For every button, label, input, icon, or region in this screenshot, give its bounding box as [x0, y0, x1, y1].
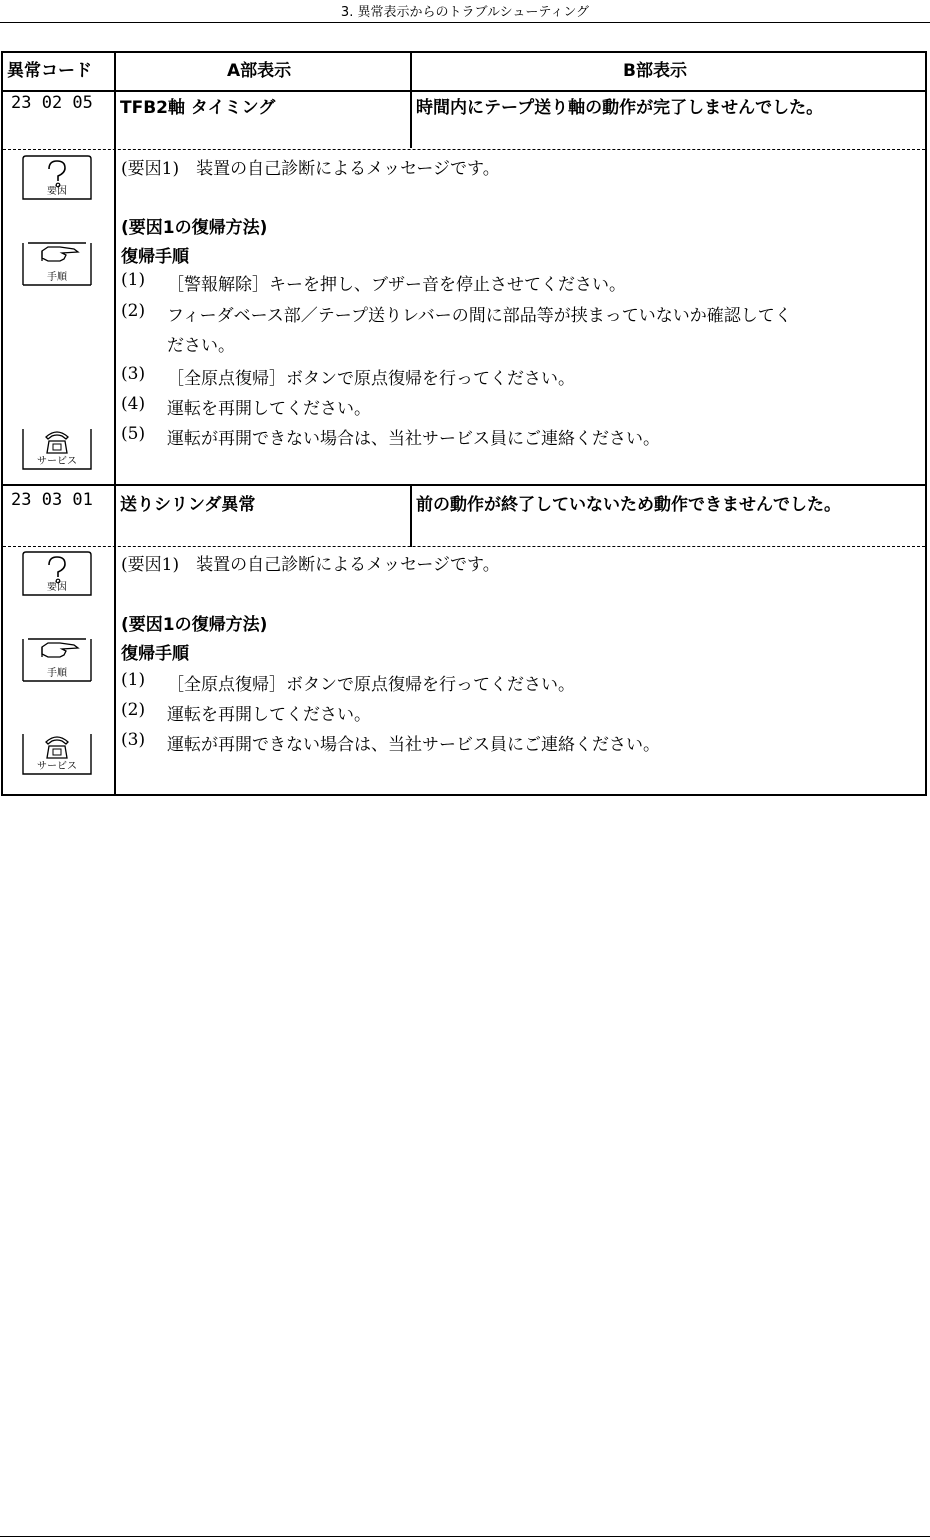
entry1-procedure-title: 復帰手順: [121, 247, 189, 267]
column-divider-ab-header: [410, 53, 412, 90]
entry2-procedure-title: 復帰手順: [121, 644, 189, 664]
entry1-step2-text-cont: ださい。: [167, 336, 235, 356]
entry1-step5-number: (5): [121, 424, 146, 444]
entry1-step5-text: 運転が再開できない場合は、当社サービス員にご連絡ください。: [167, 429, 660, 449]
entry2-step2-text: 運転を再開してください。: [167, 705, 371, 725]
service-telephone-icon: [22, 730, 92, 776]
entry2-step1-text: ［全原点復帰］ボタンで原点復帰を行ってください。: [167, 675, 575, 695]
entry2-error-code: 23 03 01: [11, 490, 93, 510]
procedure-icon-label: 手順: [47, 668, 67, 679]
entry2-dashed-separator: [3, 546, 925, 547]
entry2-step3-text: 運転が再開できない場合は、当社サービス員にご連絡ください。: [167, 735, 660, 755]
service-icon-label: サービス: [37, 761, 77, 772]
entry1-b-display: 時間内にテープ送り軸の動作が完了しませんでした。: [416, 98, 824, 118]
procedure-icon-label: 手順: [47, 272, 67, 283]
error-code-table: [1, 51, 927, 796]
page-header: [0, 0, 930, 23]
column-divider-code: [114, 53, 116, 794]
cause-icon: [22, 155, 92, 201]
entry1-dashed-separator: [3, 149, 925, 150]
entry1-step4-number: (4): [121, 394, 146, 414]
service-telephone-icon: [22, 425, 92, 471]
entry1-step3-text: ［全原点復帰］ボタンで原点復帰を行ってください。: [167, 369, 575, 389]
entry-separator: [3, 484, 925, 486]
entry2-recovery-title: (要因1の復帰方法): [121, 615, 268, 635]
entry2-step1-number: (1): [121, 670, 146, 690]
entry1-step2-number: (2): [121, 301, 146, 321]
service-icon-label: サービス: [37, 456, 77, 467]
header-a-display: A部表示: [227, 61, 292, 81]
entry2-step3-number: (3): [121, 730, 146, 750]
cause-icon: [22, 551, 92, 597]
cause-icon-label: 要因: [47, 582, 67, 593]
procedure-icon: [22, 241, 92, 287]
cause-icon-label: 要因: [47, 186, 67, 197]
entry1-step1-number: (1): [121, 270, 146, 290]
entry2-a-display: 送りシリンダ異常: [120, 495, 256, 515]
entry1-step4-text: 運転を再開してください。: [167, 399, 371, 419]
table-header-row: [3, 53, 925, 92]
entry1-step1-text: ［警報解除］キーを押し、ブザー音を停止させてください。: [167, 275, 626, 295]
column-divider-ab-entry1: [410, 90, 412, 148]
entry1-error-code: 23 02 05: [11, 93, 93, 113]
column-divider-ab-entry2: [410, 485, 412, 547]
entry2-cause: (要因1) 装置の自己診断によるメッセージです。: [121, 555, 500, 575]
entry1-step2-text: フィーダベース部／テープ送りレバーの間に部品等が挟まっていないか確認してく: [167, 306, 792, 326]
entry1-cause: (要因1) 装置の自己診断によるメッセージです。: [121, 159, 500, 179]
entry2-b-display: 前の動作が終了していないため動作できませんでした。: [416, 495, 841, 515]
entry1-step3-number: (3): [121, 364, 146, 384]
entry2-step2-number: (2): [121, 700, 146, 720]
page-header-title: 3. 異常表示からのトラブルシューティング: [340, 5, 590, 20]
entry1-a-display: TFB2軸 タイミング: [120, 98, 276, 118]
procedure-icon: [22, 637, 92, 683]
header-error-code: 異常コード: [7, 61, 92, 81]
entry1-recovery-title: (要因1の復帰方法): [121, 218, 268, 238]
page-footer-rule: [0, 1536, 930, 1537]
header-b-display: B部表示: [623, 61, 687, 81]
